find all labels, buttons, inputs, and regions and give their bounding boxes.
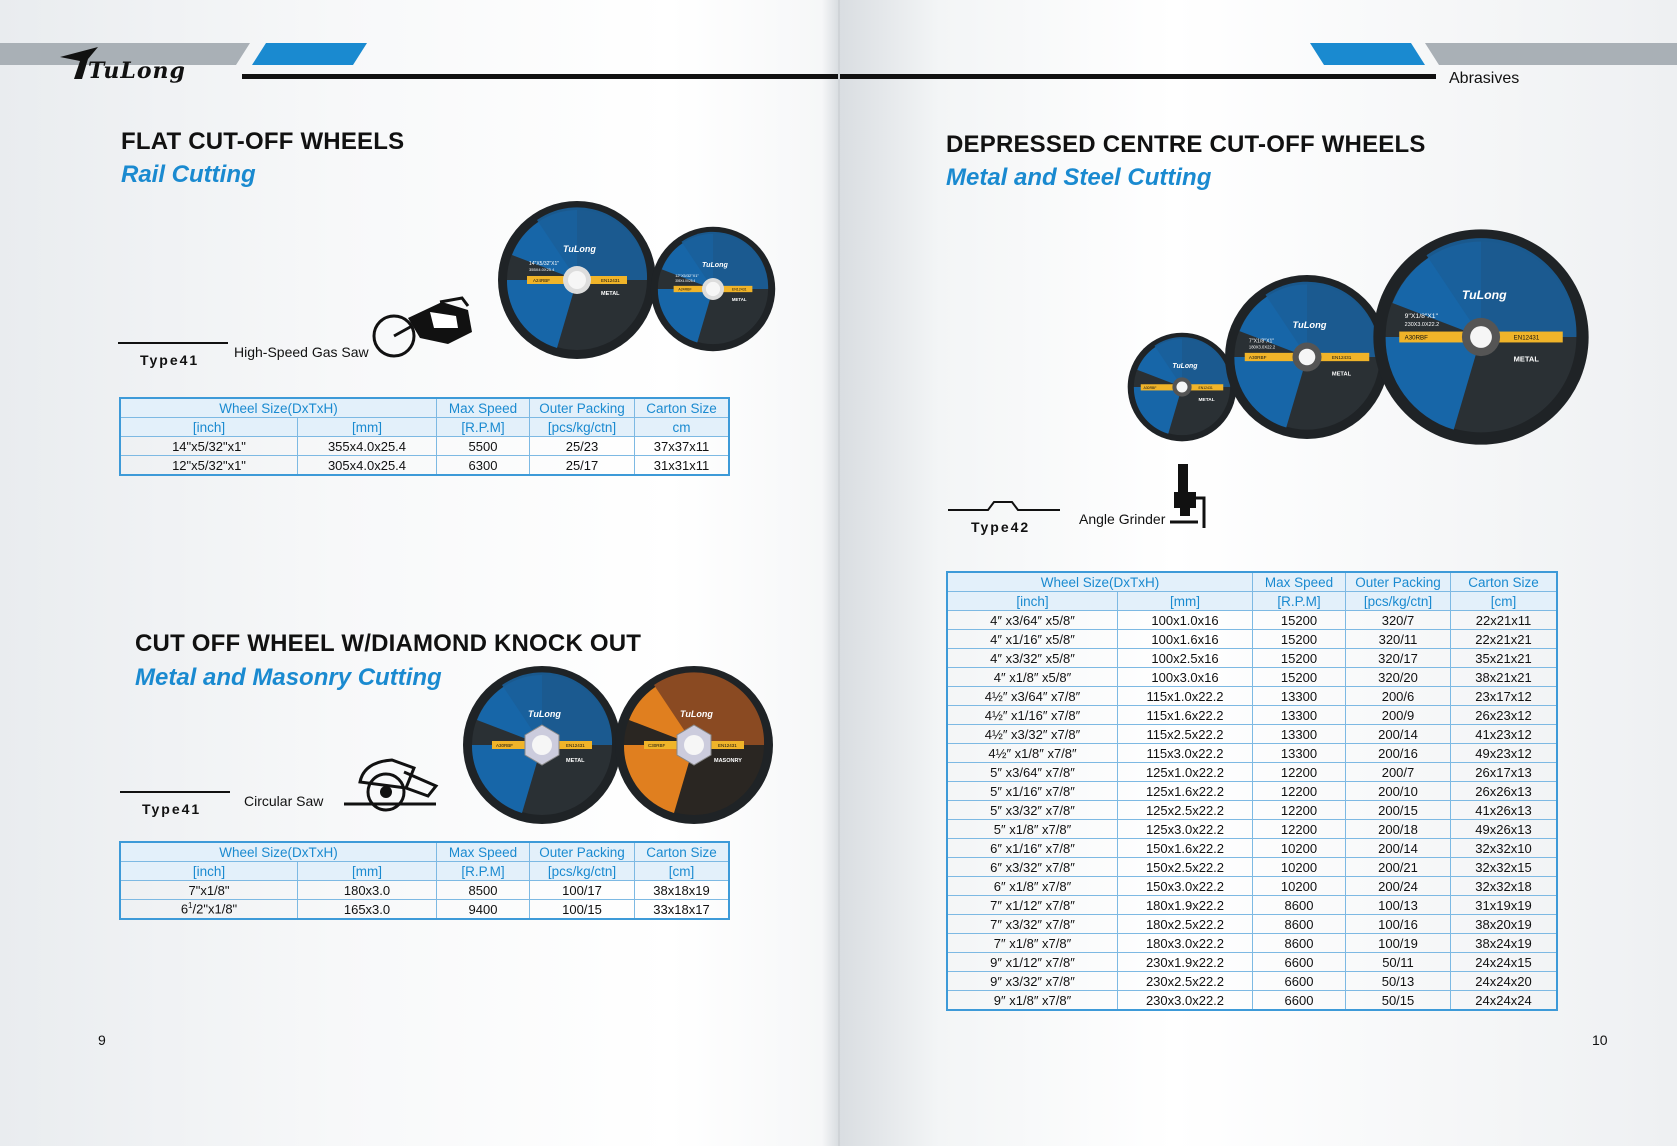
right-title: DEPRESSED CENTRE CUT-OFF WHEELS bbox=[946, 131, 1426, 158]
table-cell: 7″ x1/8″ x7/8″ bbox=[947, 934, 1118, 953]
table-cell: 100/19 bbox=[1346, 934, 1451, 953]
table-cell: 12200 bbox=[1253, 801, 1346, 820]
tool-label-angle-grinder: Angle Grinder bbox=[1079, 511, 1166, 527]
section2-subtitle: Metal and Masonry Cutting bbox=[135, 664, 442, 691]
table-cell: 4″ x3/64″ x5/8″ bbox=[947, 611, 1118, 630]
table-cell: 15200 bbox=[1253, 611, 1346, 630]
wheel-4in-grit: A30RBF bbox=[1143, 386, 1157, 391]
table-cell: 4½″ x3/32″ x7/8″ bbox=[947, 725, 1118, 744]
type41-label: Type41 bbox=[140, 352, 200, 368]
table-cell: 26x26x13 bbox=[1451, 782, 1558, 801]
wheel-4in-use: METAL bbox=[1198, 397, 1215, 403]
table-cell: [inch] bbox=[947, 592, 1118, 611]
unit-mm: [mm] bbox=[298, 418, 437, 437]
table-cell: 23x17x12 bbox=[1451, 687, 1558, 706]
wheel-metal-logo: TuLong bbox=[528, 709, 561, 719]
table-cell: [cm] bbox=[1451, 592, 1558, 611]
table-cell: 13300 bbox=[1253, 687, 1346, 706]
table-header-row bbox=[947, 572, 1557, 592]
table-cell: 355x4.0x25.4 bbox=[298, 437, 437, 456]
table-cell: 5″ x3/64″ x7/8″ bbox=[947, 763, 1118, 782]
table-cell: Max Speed bbox=[1253, 572, 1346, 592]
table-row bbox=[947, 668, 1557, 687]
wheel-12in-flat bbox=[650, 226, 776, 352]
table-cell: 49x23x12 bbox=[1451, 744, 1558, 763]
table-row bbox=[947, 972, 1557, 991]
table-cell: Carton Size bbox=[1451, 572, 1558, 592]
wheel-9in-size: 9"X1/8"X1" bbox=[1404, 312, 1439, 320]
table-cell: 24x24x24 bbox=[1451, 991, 1558, 1011]
wheel-7in-use: METAL bbox=[1331, 371, 1352, 378]
table-cell: 41x23x12 bbox=[1451, 725, 1558, 744]
table-cell: 8600 bbox=[1253, 896, 1346, 915]
table-cell: 35x21x21 bbox=[1451, 649, 1558, 668]
unit-packing: [pcs/kg/ctn] bbox=[530, 418, 635, 437]
unit-inch: [inch] bbox=[120, 418, 298, 437]
table-row bbox=[947, 630, 1557, 649]
type41-profile-line bbox=[118, 342, 228, 344]
table-cell: 4½″ x1/8″ x7/8″ bbox=[947, 744, 1118, 763]
wheel-12in-size: 12"X5/32"X1" bbox=[675, 273, 699, 279]
table-cell: 32x32x18 bbox=[1451, 877, 1558, 896]
wheel-14in-logo: TuLong bbox=[563, 244, 596, 254]
brand-logo-text: TuLong bbox=[88, 58, 186, 84]
table-cell: 125x3.0x22.2 bbox=[1118, 820, 1253, 839]
table-cell: 49x26x13 bbox=[1451, 820, 1558, 839]
table-cell: 38x20x19 bbox=[1451, 915, 1558, 934]
table-cell: 8500 bbox=[437, 881, 530, 900]
table-cell: Wheel Size(DxTxH) bbox=[120, 842, 437, 862]
table-row bbox=[947, 991, 1557, 1011]
header-max-speed: Max Speed bbox=[437, 398, 530, 418]
table-cell: 320/11 bbox=[1346, 630, 1451, 649]
table-cell: 200/6 bbox=[1346, 687, 1451, 706]
wheel-9in-mm: 230X3.0X22.2 bbox=[1404, 322, 1440, 329]
table-cell: 38x21x21 bbox=[1451, 668, 1558, 687]
header-rule-right bbox=[840, 74, 1436, 79]
table-units-row bbox=[120, 418, 729, 437]
table-row bbox=[947, 915, 1557, 934]
table-cell: [R.P.M] bbox=[1253, 592, 1346, 611]
table-cell: 32x32x10 bbox=[1451, 839, 1558, 858]
table-row bbox=[947, 858, 1557, 877]
table-units-row bbox=[120, 862, 729, 881]
table-cell: $6^1/2"x1/8$" bbox=[120, 900, 298, 920]
wheel-masonry-logo: TuLong bbox=[680, 709, 713, 719]
table-cell: 125x2.5x22.2 bbox=[1118, 801, 1253, 820]
table-cell: 15200 bbox=[1253, 649, 1346, 668]
wheel-14in-use: METAL bbox=[601, 291, 620, 297]
wheel-9in-use: METAL bbox=[1513, 354, 1539, 364]
wheel-metal-grit: A30RBF bbox=[496, 743, 514, 748]
table-cell: 24x24x20 bbox=[1451, 972, 1558, 991]
angle-grinder-icon bbox=[1168, 464, 1208, 530]
table-cell: Outer Packing bbox=[530, 842, 635, 862]
table-cell: 5″ x3/32″ x7/8″ bbox=[947, 801, 1118, 820]
table-cell: 12200 bbox=[1253, 763, 1346, 782]
table-cell: 200/14 bbox=[1346, 725, 1451, 744]
spec-table-diamond bbox=[119, 841, 730, 920]
table-cell: 22x21x11 bbox=[1451, 611, 1558, 630]
table-cell: 115x3.0x22.2 bbox=[1118, 744, 1253, 763]
table-cell: 6″ x3/32″ x7/8″ bbox=[947, 858, 1118, 877]
wheel-12in-mm: 305X4.0X25.4 bbox=[675, 278, 696, 283]
wheel-7in-mm: 180X3.0X22.2 bbox=[1248, 344, 1276, 350]
header-blue-bar bbox=[252, 43, 367, 65]
table-row bbox=[120, 437, 729, 456]
table-cell: [cm] bbox=[635, 862, 730, 881]
table-cell: [inch] bbox=[120, 862, 298, 881]
table-cell: 25/17 bbox=[530, 456, 635, 476]
spec-table-depressed bbox=[946, 571, 1558, 1011]
table-cell: Max Speed bbox=[437, 842, 530, 862]
wheel-masonry-grit: C30RBF bbox=[648, 743, 666, 748]
table-cell: 8600 bbox=[1253, 915, 1346, 934]
table-row bbox=[947, 706, 1557, 725]
wheel-4in-depressed bbox=[1127, 332, 1237, 442]
table-cell: 200/16 bbox=[1346, 744, 1451, 763]
table-row bbox=[947, 934, 1557, 953]
table-cell: 8600 bbox=[1253, 934, 1346, 953]
table-cell: 100/16 bbox=[1346, 915, 1451, 934]
table-cell: 26x23x12 bbox=[1451, 706, 1558, 725]
table-cell: 50/15 bbox=[1346, 991, 1451, 1011]
table-cell: 6600 bbox=[1253, 953, 1346, 972]
table-cell: 230x3.0x22.2 bbox=[1118, 991, 1253, 1011]
table-row bbox=[947, 611, 1557, 630]
wheel-4in-logo: TuLong bbox=[1172, 362, 1198, 370]
wheel-7in-logo: TuLong bbox=[1292, 319, 1327, 330]
table-cell: 4″ x1/8″ x5/8″ bbox=[947, 668, 1118, 687]
brand-logo bbox=[58, 45, 186, 87]
wheel-9in-en: EN12431 bbox=[1513, 334, 1540, 342]
table-cell: 25/23 bbox=[530, 437, 635, 456]
gas-saw-icon bbox=[372, 296, 476, 362]
tool-label-gas-saw: High-Speed Gas Saw bbox=[234, 344, 369, 360]
header-rule bbox=[242, 74, 838, 79]
type41-label-2: Type41 bbox=[142, 801, 202, 817]
wheel-7in-depressed bbox=[1224, 274, 1390, 440]
wheel-masonry-diamond bbox=[614, 665, 774, 825]
wheel-metal-diamond bbox=[462, 665, 622, 825]
header-blue-bar-right bbox=[1310, 43, 1425, 65]
type42-profile-line bbox=[948, 498, 1060, 514]
table-cell: 9400 bbox=[437, 900, 530, 920]
table-cell: 9″ x3/32″ x7/8″ bbox=[947, 972, 1118, 991]
table-cell: 38x18x19 bbox=[635, 881, 730, 900]
right-page bbox=[840, 0, 1677, 1146]
type42-label: Type42 bbox=[971, 519, 1031, 535]
section2-title: CUT OFF WHEEL W/DIAMOND KNOCK OUT bbox=[135, 630, 642, 657]
table-cell: 7"x1/8" bbox=[120, 881, 298, 900]
table-cell: 6600 bbox=[1253, 972, 1346, 991]
table-cell: 6300 bbox=[437, 456, 530, 476]
table-cell: 165x3.0 bbox=[298, 900, 437, 920]
page-number-left: 9 bbox=[98, 1032, 106, 1048]
table-cell: 37x37x11 bbox=[635, 437, 730, 456]
table-row bbox=[947, 953, 1557, 972]
wheel-4in-en: EN12431 bbox=[1198, 386, 1213, 391]
table-cell: Outer Packing bbox=[1346, 572, 1451, 592]
table-row bbox=[120, 456, 729, 476]
table-cell: 115x1.0x22.2 bbox=[1118, 687, 1253, 706]
table-cell: 31x31x11 bbox=[635, 456, 730, 476]
table-row bbox=[947, 649, 1557, 668]
left-page bbox=[0, 0, 838, 1146]
wheel-7in-en: EN12431 bbox=[1331, 355, 1352, 361]
wheel-14in-mm: 355X4.0X25.4 bbox=[529, 267, 555, 272]
brand-logo-mark bbox=[58, 45, 186, 84]
table-cell: 38x24x19 bbox=[1451, 934, 1558, 953]
table-units-row bbox=[947, 592, 1557, 611]
table-cell: 22x21x21 bbox=[1451, 630, 1558, 649]
table-cell: Carton Size bbox=[635, 842, 730, 862]
wheel-12in-logo: TuLong bbox=[701, 260, 728, 269]
table-cell: 100x1.0x16 bbox=[1118, 611, 1253, 630]
table-cell: 200/15 bbox=[1346, 801, 1451, 820]
wheel-7in-grit: A30RBF bbox=[1248, 355, 1267, 361]
table-cell: 5″ x1/8″ x7/8″ bbox=[947, 820, 1118, 839]
table-cell: 115x1.6x22.2 bbox=[1118, 706, 1253, 725]
table-row bbox=[947, 687, 1557, 706]
table-cell: 200/10 bbox=[1346, 782, 1451, 801]
table-cell: [pcs/kg/ctn] bbox=[530, 862, 635, 881]
header-outer-packing: Outer Packing bbox=[530, 398, 635, 418]
table-cell: 180x1.9x22.2 bbox=[1118, 896, 1253, 915]
table-cell: 31x19x19 bbox=[1451, 896, 1558, 915]
table-cell: 5″ x1/16″ x7/8″ bbox=[947, 782, 1118, 801]
table-row bbox=[947, 801, 1557, 820]
section1-subtitle: Rail Cutting bbox=[121, 161, 256, 188]
table-cell: 320/20 bbox=[1346, 668, 1451, 687]
wheel-14in-grit: A24RBF bbox=[533, 278, 551, 283]
table-cell: 305x4.0x25.4 bbox=[298, 456, 437, 476]
table-cell: 125x1.0x22.2 bbox=[1118, 763, 1253, 782]
table-row bbox=[947, 820, 1557, 839]
table-cell: 10200 bbox=[1253, 877, 1346, 896]
wheel-9in-logo: TuLong bbox=[1461, 287, 1507, 302]
table-cell: 7″ x3/32″ x7/8″ bbox=[947, 915, 1118, 934]
table-row bbox=[120, 900, 729, 920]
type41-profile-line-2 bbox=[120, 791, 230, 793]
table-cell: 200/14 bbox=[1346, 839, 1451, 858]
table-cell: 6600 bbox=[1253, 991, 1346, 1011]
table-cell: 9″ x1/8″ x7/8″ bbox=[947, 991, 1118, 1011]
table-cell: [R.P.M] bbox=[437, 862, 530, 881]
table-cell: 13300 bbox=[1253, 744, 1346, 763]
table-cell: 4″ x3/32″ x5/8″ bbox=[947, 649, 1118, 668]
table-cell: 41x26x13 bbox=[1451, 801, 1558, 820]
header-wheel-size: Wheel Size(DxTxH) bbox=[120, 398, 437, 418]
wheel-9in-depressed bbox=[1372, 228, 1590, 446]
table-cell: 100/17 bbox=[530, 881, 635, 900]
table-cell: 180x2.5x22.2 bbox=[1118, 915, 1253, 934]
table-cell: 15200 bbox=[1253, 668, 1346, 687]
table-row bbox=[947, 782, 1557, 801]
wheel-14in-size: 14"X5/32"X1" bbox=[529, 261, 560, 267]
table-cell: 100x2.5x16 bbox=[1118, 649, 1253, 668]
table-cell: 200/18 bbox=[1346, 820, 1451, 839]
section-label: Abrasives bbox=[1449, 70, 1520, 87]
table-cell: 4″ x1/16″ x5/8″ bbox=[947, 630, 1118, 649]
unit-rpm: [R.P.M] bbox=[437, 418, 530, 437]
table-cell: 5500 bbox=[437, 437, 530, 456]
table-cell: 115x2.5x22.2 bbox=[1118, 725, 1253, 744]
wheel-metal-en: EN12431 bbox=[566, 743, 585, 748]
table-cell: 12"x5/32"x1" bbox=[120, 456, 298, 476]
table-cell: [mm] bbox=[1118, 592, 1253, 611]
table-cell: 13300 bbox=[1253, 725, 1346, 744]
table-cell: 100/15 bbox=[530, 900, 635, 920]
table-cell: 150x3.0x22.2 bbox=[1118, 877, 1253, 896]
table-row bbox=[947, 877, 1557, 896]
table-cell: 32x32x15 bbox=[1451, 858, 1558, 877]
wheel-14in-en: EN12431 bbox=[601, 278, 620, 283]
table-cell: 6″ x1/8″ x7/8″ bbox=[947, 877, 1118, 896]
header-grey-bar-right bbox=[1425, 43, 1677, 65]
table-cell: 13300 bbox=[1253, 706, 1346, 725]
header-carton-size: Carton Size bbox=[635, 398, 730, 418]
table-cell: 7″ x1/12″ x7/8″ bbox=[947, 896, 1118, 915]
table-cell: 180x3.0x22.2 bbox=[1118, 934, 1253, 953]
wheel-masonry-use: MASONRY bbox=[714, 758, 742, 764]
table-cell: 24x24x15 bbox=[1451, 953, 1558, 972]
table-header-row bbox=[120, 398, 729, 418]
table-row bbox=[947, 763, 1557, 782]
table-cell: 100x3.0x16 bbox=[1118, 668, 1253, 687]
wheel-7in-size: 7"X1/8"X1" bbox=[1248, 338, 1275, 345]
table-cell: Wheel Size(DxTxH) bbox=[947, 572, 1253, 592]
circular-saw-icon bbox=[340, 752, 440, 814]
table-cell: [mm] bbox=[298, 862, 437, 881]
table-cell: 4½″ x1/16″ x7/8″ bbox=[947, 706, 1118, 725]
table-cell: 33x18x17 bbox=[635, 900, 730, 920]
table-cell: 150x1.6x22.2 bbox=[1118, 839, 1253, 858]
wheel-9in-grit: A30RBF bbox=[1404, 334, 1428, 342]
table-row bbox=[947, 839, 1557, 858]
table-cell: 9″ x1/12″ x7/8″ bbox=[947, 953, 1118, 972]
wheel-12in-use: METAL bbox=[731, 296, 747, 302]
wheel-14in-flat bbox=[497, 200, 657, 360]
spec-table-flat bbox=[119, 397, 730, 476]
page-number-right: 10 bbox=[1592, 1032, 1608, 1048]
table-cell: 26x17x13 bbox=[1451, 763, 1558, 782]
table-cell: 125x1.6x22.2 bbox=[1118, 782, 1253, 801]
table-cell: 50/11 bbox=[1346, 953, 1451, 972]
table-cell: 150x2.5x22.2 bbox=[1118, 858, 1253, 877]
table-cell: 10200 bbox=[1253, 858, 1346, 877]
table-cell: 200/7 bbox=[1346, 763, 1451, 782]
table-cell: 320/7 bbox=[1346, 611, 1451, 630]
wheel-metal-use: METAL bbox=[566, 758, 585, 764]
table-cell: 180x3.0 bbox=[298, 881, 437, 900]
table-cell: 12200 bbox=[1253, 820, 1346, 839]
table-row bbox=[947, 896, 1557, 915]
table-cell: 200/9 bbox=[1346, 706, 1451, 725]
table-cell: 12200 bbox=[1253, 782, 1346, 801]
table-cell: 10200 bbox=[1253, 839, 1346, 858]
table-cell: 4½″ x3/64″ x7/8″ bbox=[947, 687, 1118, 706]
table-cell: 200/24 bbox=[1346, 877, 1451, 896]
unit-carton: cm bbox=[635, 418, 730, 437]
table-cell: 320/17 bbox=[1346, 649, 1451, 668]
table-cell: 230x2.5x22.2 bbox=[1118, 972, 1253, 991]
table-cell: 230x1.9x22.2 bbox=[1118, 953, 1253, 972]
wheel-masonry-en: EN12431 bbox=[718, 743, 737, 748]
table-cell: 6″ x1/16″ x7/8″ bbox=[947, 839, 1118, 858]
table-cell: 100x1.6x16 bbox=[1118, 630, 1253, 649]
wheel-12in-en: EN12431 bbox=[731, 287, 747, 292]
wheel-12in-grit: A24RBF bbox=[678, 287, 692, 292]
table-row bbox=[947, 725, 1557, 744]
table-cell: 15200 bbox=[1253, 630, 1346, 649]
section1-title: FLAT CUT-OFF WHEELS bbox=[121, 128, 405, 155]
tool-label-circular-saw: Circular Saw bbox=[244, 793, 324, 809]
table-cell: 50/13 bbox=[1346, 972, 1451, 991]
table-cell: [pcs/kg/ctn] bbox=[1346, 592, 1451, 611]
table-cell: 200/21 bbox=[1346, 858, 1451, 877]
table-row bbox=[120, 881, 729, 900]
table-cell: 14"x5/32"x1" bbox=[120, 437, 298, 456]
right-subtitle: Metal and Steel Cutting bbox=[946, 164, 1212, 191]
table-header-row bbox=[120, 842, 729, 862]
table-row bbox=[947, 744, 1557, 763]
table-cell: 100/13 bbox=[1346, 896, 1451, 915]
